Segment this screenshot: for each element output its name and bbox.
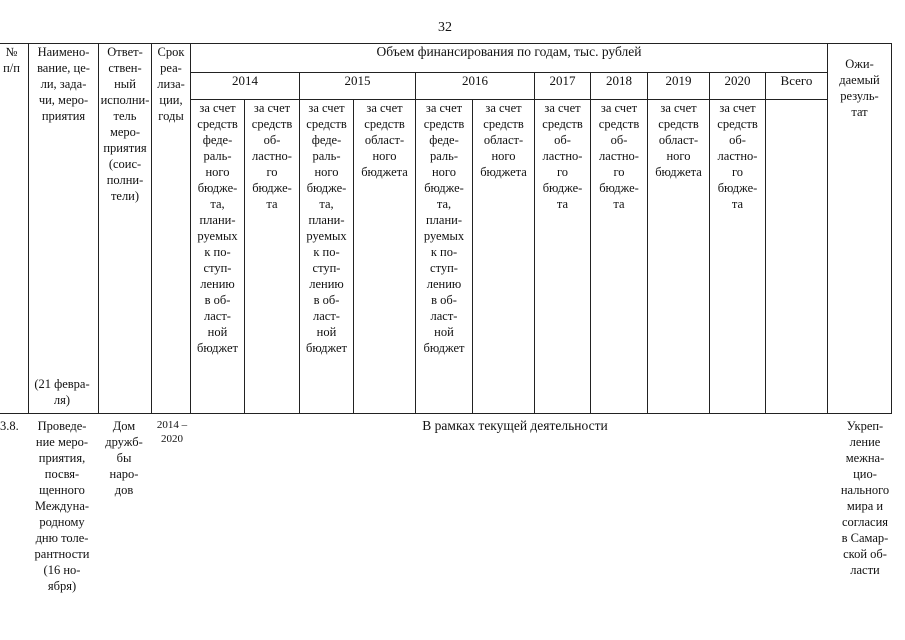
year-total: Всего [766,73,828,100]
sub-2014-obl: за счет средств об- ластно- го бюдже- та [245,100,300,414]
row-num: 3.8. [0,419,19,433]
row-name: Проведе- ние меро- приятия, посвя- щенного Междуна- родному дню толе- рантности (16 но- ября) [34,419,90,593]
header-name: Наимено- вание, це- ли, зада- чи, меро- приятия [29,44,99,414]
sub-2015-fed: за счет средств феде- раль- ного бюдже- та, плани- руемых к по- ступ- лению в об- ласт- ной бюджет [300,100,354,414]
sub-2018-obl: за счет средств об- ластно- го бюдже- та [591,100,648,414]
year-2015: 2015 [300,73,416,100]
sub-total [766,100,828,414]
year-2014: 2014 [191,73,300,100]
year-2017: 2017 [535,73,591,100]
sub-2016-fed: за счет средств феде- раль- ного бюдже- та, плани- руемых к по- ступ- лению в об- ласт- ной бюджет [416,100,473,414]
header-funding: Объем финансирования по годам, тыс. рублей [191,44,828,73]
header-executor: Ответ- ствен- ный исполни- тель меро- приятия (соис- полни- тели) [99,44,152,414]
page-number: 32 [438,20,452,35]
header-num: № п/п [0,44,29,414]
sub-2014-fed: за счет средств феде- раль- ного бюдже- та, плани- руемых к по- ступ- лению в об- ласт- ной бюджет [191,100,245,414]
row-executor: Дом дружб- бы наро- дов [105,419,143,497]
year-2016: 2016 [416,73,535,100]
prev-row-tail: (21 февра- ля) [34,377,90,407]
sub-2015-obl: за счет средств област- ного бюджета [354,100,416,414]
header-result: Ожи- даемый резуль- тат [828,44,892,414]
year-2019: 2019 [648,73,710,100]
funding-table [0,43,892,414]
row-term: 2014 – 2020 [156,419,188,445]
header-term: Срок реа- лиза- ции, годы [152,44,191,414]
sub-2017-obl: за счет средств об- ластно- го бюдже- та [535,100,591,414]
year-2020: 2020 [710,73,766,100]
sub-2019-obl: за счет средств област- ного бюджета [648,100,710,414]
row-funding-note: В рамках текущей деятельности [422,418,608,433]
row-result: Укреп- ление межна- цио- нального мира и согласия в Самар- ской об- ласти [840,419,890,577]
sub-2020-obl: за счет средств об- ластно- го бюдже- та [710,100,766,414]
year-2018: 2018 [591,73,648,100]
sub-2016-obl: за счет средств област- ного бюджета [473,100,535,414]
